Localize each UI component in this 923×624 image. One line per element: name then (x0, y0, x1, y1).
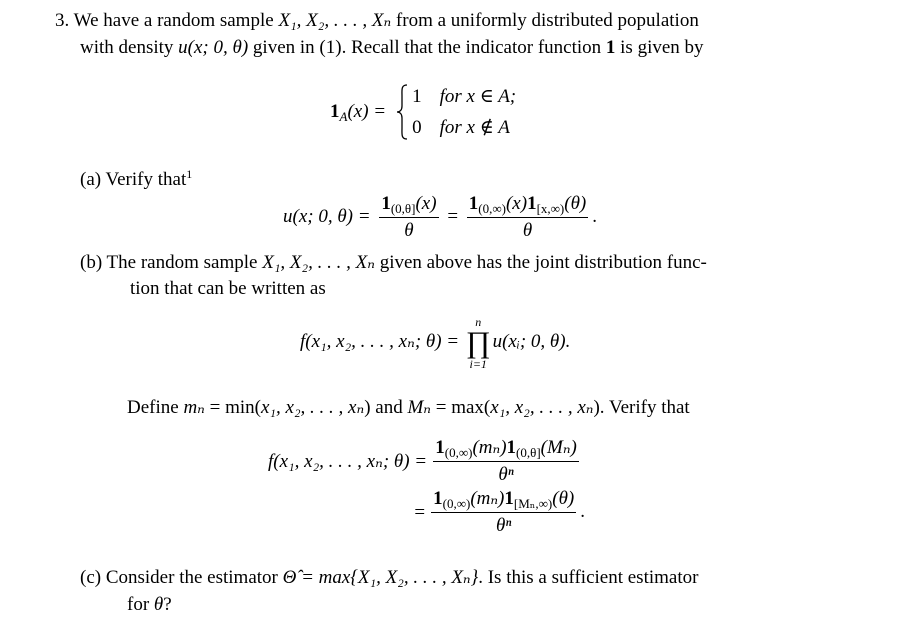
joint-distribution-equation (268, 437, 585, 537)
math: . (580, 500, 585, 522)
math: (x) = (347, 101, 387, 122)
math: (0,θ] (516, 445, 541, 460)
problem-line-1 (55, 10, 699, 32)
math: u(x; 0, θ) = (283, 206, 371, 227)
equation-a (283, 192, 597, 242)
math: . (592, 206, 597, 227)
math: A (339, 109, 348, 124)
fraction (467, 193, 588, 242)
text: (c) Consider the estimator (80, 567, 283, 588)
math: (x) (505, 193, 528, 215)
math: u(xᵢ; 0, θ). (492, 331, 571, 352)
math: 0 (412, 116, 422, 138)
math: 1 (435, 437, 445, 458)
indicator-case-2 (412, 117, 516, 139)
math: θ (404, 220, 414, 242)
math: (θ) (564, 193, 587, 215)
problem-number: 3. (55, 10, 70, 31)
eq-sign: = (414, 501, 426, 523)
math: X₁, X₂, . . . , Xₙ (278, 10, 392, 31)
left-brace (396, 84, 408, 140)
math: 1 (412, 85, 422, 107)
math: (0,∞) (444, 445, 473, 460)
math: (0,∞) (442, 496, 471, 511)
part-a-label (80, 169, 192, 191)
indicator-lhs (330, 101, 386, 123)
text: We have a random sample (73, 10, 279, 31)
math: θ (522, 220, 533, 242)
math: 1 (506, 437, 517, 458)
math: = min( (204, 397, 261, 418)
math: 1 (527, 193, 537, 215)
product-operator (466, 316, 491, 370)
text: ). Verify that (593, 397, 690, 418)
math: (x) (415, 193, 437, 215)
math: 1 (468, 193, 479, 215)
math: u(x; 0, θ) (178, 37, 249, 58)
math: ∏ (465, 325, 491, 359)
part-b-line-2 (130, 278, 326, 300)
math: i=1 (469, 356, 487, 371)
math: = (447, 206, 459, 227)
math: (mₙ) (472, 437, 507, 458)
math: (θ) (552, 488, 575, 509)
math: mₙ (183, 397, 205, 418)
text: ? (163, 594, 172, 615)
indicator-symbol: 1 (605, 37, 616, 58)
math: θⁿ (498, 464, 514, 485)
math: (0,θ] (390, 201, 416, 217)
text: (b) The random sample (80, 252, 263, 273)
math: 1 (381, 193, 391, 215)
indicator-cases (412, 86, 516, 139)
math: f(x₁, x₂, . . . , xₙ; θ) = (300, 331, 460, 352)
fraction-2-row (427, 488, 585, 537)
math: [x,∞) (536, 201, 565, 217)
math: Θ̂ = max{X₁, X₂, . . . , Xₙ} (282, 567, 479, 588)
math: X₁, X₂, . . . , Xₙ (262, 252, 375, 273)
math: (0,∞) (478, 201, 506, 217)
define-line (127, 397, 690, 419)
text: . Is this a sufficient estimator (478, 567, 699, 588)
indicator-definition (330, 84, 516, 140)
fraction-2 (431, 488, 576, 537)
text: given in (1). Recall that the indicator function (248, 37, 606, 58)
text: is given by (615, 37, 704, 58)
math: θⁿ (496, 515, 512, 536)
math: for x ∉ A (439, 116, 510, 138)
math: 1 (504, 488, 514, 509)
f-lhs: f(x₁, x₂, . . . , xₙ; θ) = (268, 450, 428, 472)
text: tion that can be written as (130, 278, 326, 299)
math: for x ∈ A; (439, 85, 517, 107)
math: 1 (433, 488, 443, 509)
text: from a uniformly distributed population (391, 10, 699, 31)
product-equation (300, 312, 570, 372)
math: (mₙ) (470, 488, 505, 509)
fraction-1 (431, 437, 581, 486)
math: [Mₙ,∞) (513, 496, 553, 511)
text: given above has the joint distribution func- (374, 252, 707, 273)
text: ) and (364, 397, 408, 418)
part-b-line-1 (80, 252, 707, 274)
problem-line-2 (80, 37, 704, 59)
math: θ (153, 594, 164, 615)
math: n (475, 314, 482, 329)
footnote-marker[interactable]: 1 (186, 167, 193, 181)
math: = max( (431, 397, 491, 418)
fraction (379, 193, 438, 242)
math: 1 (330, 101, 340, 122)
indicator-case-1 (412, 86, 516, 108)
text: with density (80, 37, 179, 58)
part-c-line-1 (80, 567, 698, 589)
text: for (127, 594, 154, 615)
text: (a) Verify that (80, 169, 187, 190)
text: Define (127, 397, 184, 418)
part-c-line-2 (127, 594, 172, 616)
math: Mₙ (407, 397, 431, 418)
math: x₁, x₂, . . . , xₙ (260, 397, 365, 418)
math: (Mₙ) (540, 437, 577, 458)
math: x₁, x₂, . . . , xₙ (490, 397, 594, 418)
